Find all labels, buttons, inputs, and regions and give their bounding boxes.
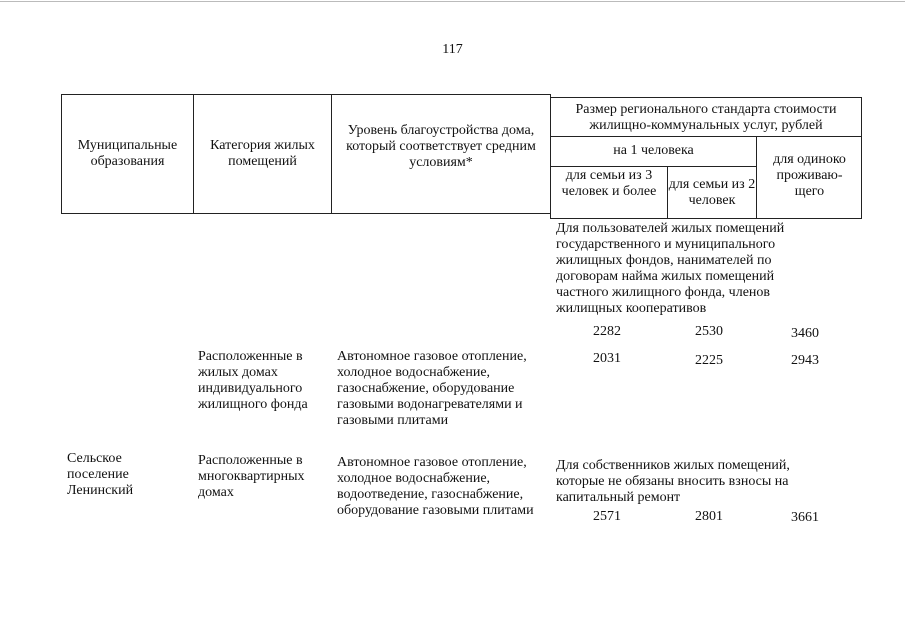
- header-family3: для семьи из 3 человек и более: [561, 168, 657, 199]
- row2-single-value: 2943: [791, 353, 819, 368]
- header-level: Уровень благоустройства дома, который соответствует средним условиям*: [346, 123, 536, 170]
- row1-single-value: 3460: [791, 326, 819, 341]
- header-category: Категория жилых помещений: [210, 138, 315, 169]
- scan-edge: [0, 1, 905, 2]
- row2-category: Расположенные в жилых домах индивидуального жилищного фонда: [198, 349, 308, 412]
- row1-family2-value: 2530: [695, 324, 723, 339]
- row3-municipality: Сельское поселение Ленинский: [67, 451, 134, 498]
- row2-family3-value: 2031: [593, 351, 621, 366]
- row3-level: Автономное газовое отопление, холодное водоснабжение, водоотведение, газоснабжение, оборудование газовыми плитами: [337, 455, 534, 518]
- header-size-group: Размер регионального стандарта стоимости жилищно-коммунальных услуг, рублей: [575, 102, 837, 133]
- row3-family2-value: 2801: [695, 509, 723, 524]
- row2-family2-value: 2225: [695, 353, 723, 368]
- header-family2: для семьи из 2 человек: [668, 177, 756, 208]
- header-single: для одиноко проживаю-щего: [773, 152, 846, 199]
- row1-family3-value: 2282: [593, 324, 621, 339]
- section-note-users: Для пользователей жилых помещений государственного и муниципального жилищных фондов, нанимателей по договорам найма жилых помещений частного жилищного фонда, членов жилищных кооперативов: [556, 221, 785, 316]
- row2-level: Автономное газовое отопление, холодное водоснабжение, газоснабжение, оборудование газовыми водонагревателями и газовыми плитами: [337, 349, 527, 428]
- header-municipality: Муниципальные образования: [77, 138, 178, 169]
- header-per-person: на 1 человека: [613, 143, 694, 158]
- page-number: 117: [442, 42, 463, 57]
- row3-family3-value: 2571: [593, 509, 621, 524]
- row3-single-value: 3661: [791, 510, 819, 525]
- row3-category: Расположенные в многоквартирных домах: [198, 453, 305, 500]
- section-note-owners: Для собственников жилых помещений, которые не обязаны вносить взносы на капитальный ремонт: [556, 458, 790, 505]
